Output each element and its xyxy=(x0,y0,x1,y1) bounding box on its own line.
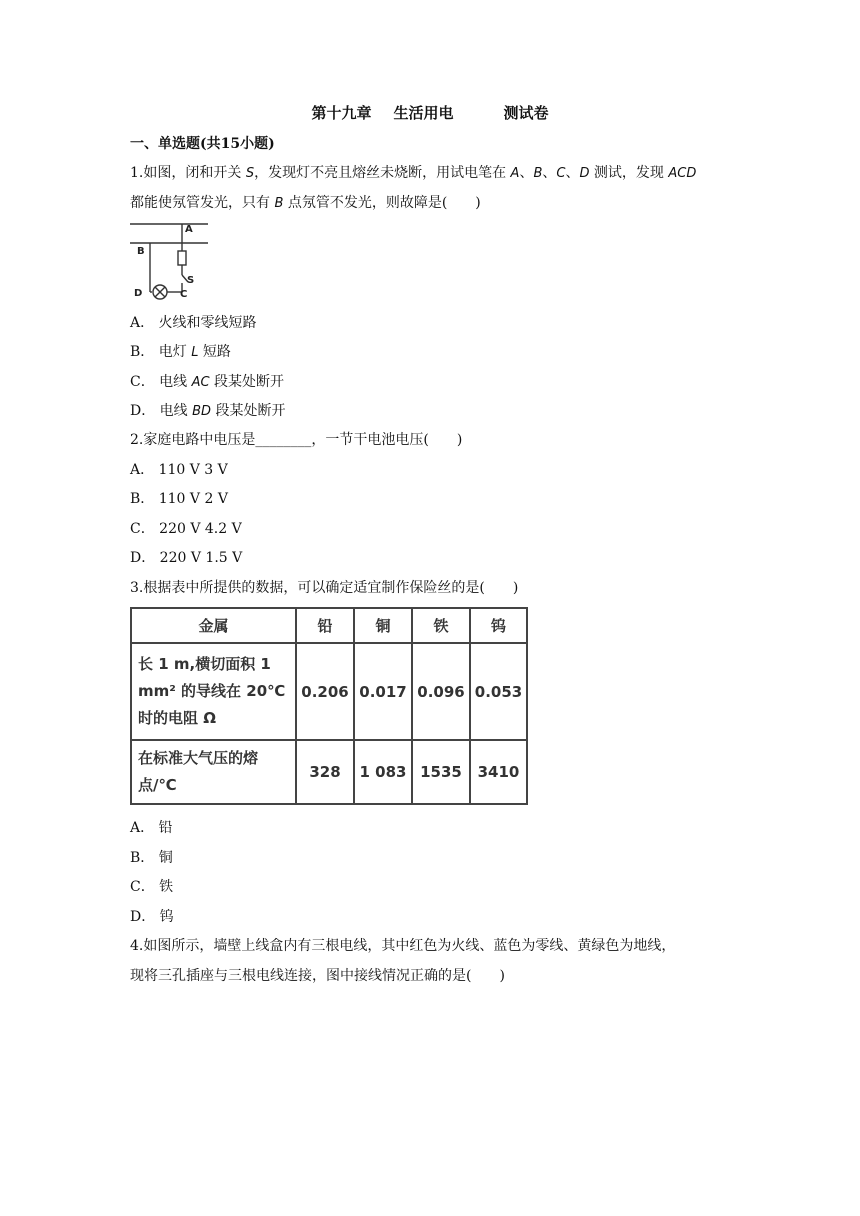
table-row-melting-point xyxy=(131,740,527,804)
fig-label-b: B xyxy=(137,246,145,257)
q1-text: 都能使氖管发光，只有 xyxy=(130,195,275,211)
q1-var-b: B xyxy=(533,166,543,181)
section-heading: 一、单选题(共15小题) xyxy=(130,136,275,152)
cell-lead-melting: 328 xyxy=(296,740,354,804)
row-label-line: 点/℃ xyxy=(138,776,177,794)
q3-option-a: A． 铅 xyxy=(130,820,173,836)
q3-option-b: B． 铜 xyxy=(130,850,173,866)
q1-var-b: B xyxy=(274,196,284,211)
q1-var-s: S xyxy=(245,166,255,181)
row-label-resistance xyxy=(131,643,296,740)
q3-option-c: C． 铁 xyxy=(130,879,174,895)
row-label-melting-point xyxy=(131,740,296,804)
q1-text: 测试，发现 xyxy=(589,165,669,181)
metal-properties-table xyxy=(130,607,528,805)
q1-var-ac: AC xyxy=(191,375,210,390)
fig-label-s: S xyxy=(187,275,195,286)
q4-stem-line1: 4.如图所示，墙壁上线盒内有三根电线，其中红色为火线、蓝色为零线、黄绿色为地线， xyxy=(130,938,676,954)
title-kind: 测试卷 xyxy=(503,104,549,122)
header-lead: 铅 xyxy=(296,608,354,643)
q1-sep: 、 xyxy=(565,165,580,181)
header-metal: 金属 xyxy=(131,608,296,643)
q1-stem-line1 xyxy=(130,163,696,184)
option-text: 段某处断开 xyxy=(209,374,285,390)
cell-copper-melting: 1 083 xyxy=(354,740,412,804)
row-label-line: 长 1 m,横切面积 1 xyxy=(138,655,271,673)
option-text: D． 电线 xyxy=(130,403,193,419)
option-text: B． 电灯 xyxy=(130,344,192,360)
row-label-line: 在标准大气压的熔 xyxy=(138,749,259,767)
page-title xyxy=(0,103,860,123)
q4-stem-line2: 现将三孔插座与三根电线连接，图中接线情况正确的是( ) xyxy=(130,968,505,984)
q1-circuit-diagram xyxy=(130,219,210,301)
title-topic: 生活用电 xyxy=(393,104,454,122)
q1-option-b xyxy=(130,342,231,363)
q1-var-acd: ACD xyxy=(668,166,697,181)
fig-label-c: C xyxy=(180,289,188,300)
q1-option-a: A． 火线和零线短路 xyxy=(130,315,257,331)
option-text: C． 电线 xyxy=(130,374,192,390)
q1-stem-line2 xyxy=(130,193,481,214)
q1-text: 点氖管不发光，则故障是( ) xyxy=(283,195,481,211)
q1-var-l: L xyxy=(191,345,199,360)
cell-lead-resistance: 0.206 xyxy=(296,643,354,740)
q1-text: 1.如图，闭和开关 xyxy=(130,165,246,181)
q1-sep: 、 xyxy=(519,165,534,181)
q2-option-c: C． 220 V 4.2 V xyxy=(130,521,242,537)
q3-stem: 3.根据表中所提供的数据，可以确定适宜制作保险丝的是( ) xyxy=(130,580,519,596)
header-iron: 铁 xyxy=(412,608,470,643)
q3-option-d: D． 钨 xyxy=(130,909,174,925)
fig-label-d: D xyxy=(134,288,143,299)
row-label-line: 时的电阻 Ω xyxy=(138,709,216,727)
q1-text: ，发现灯不亮且熔丝未烧断，用试电笔在 xyxy=(254,165,511,181)
cell-iron-melting: 1535 xyxy=(412,740,470,804)
q2-option-a: A． 110 V 3 V xyxy=(130,462,228,478)
fig-label-a: A xyxy=(185,224,193,235)
table-header-row xyxy=(131,608,527,643)
q1-var-a: A xyxy=(510,166,520,181)
cell-copper-resistance: 0.017 xyxy=(354,643,412,740)
q1-option-c xyxy=(130,372,284,393)
q1-var-bd: BD xyxy=(192,404,212,419)
cell-tungsten-resistance: 0.053 xyxy=(470,643,527,740)
header-tungsten: 钨 xyxy=(470,608,527,643)
q2-option-b: B． 110 V 2 V xyxy=(130,491,228,507)
q2-option-d: D． 220 V 1.5 V xyxy=(130,550,243,566)
q1-var-c: C xyxy=(556,166,566,181)
option-text: 短路 xyxy=(198,344,231,360)
cell-tungsten-melting: 3410 xyxy=(470,740,527,804)
table-row-resistance xyxy=(131,643,527,740)
q1-var-d: D xyxy=(579,166,590,181)
option-text: 段某处断开 xyxy=(211,403,286,419)
cell-iron-resistance: 0.096 xyxy=(412,643,470,740)
header-copper: 铜 xyxy=(354,608,412,643)
q2-stem: 2.家庭电路中电压是________，一节干电池电压( ) xyxy=(130,432,463,448)
title-chapter: 第十九章 xyxy=(311,104,372,122)
q1-option-d xyxy=(130,401,286,422)
q1-sep: 、 xyxy=(542,165,557,181)
row-label-line: mm² 的导线在 20℃ xyxy=(138,682,286,700)
